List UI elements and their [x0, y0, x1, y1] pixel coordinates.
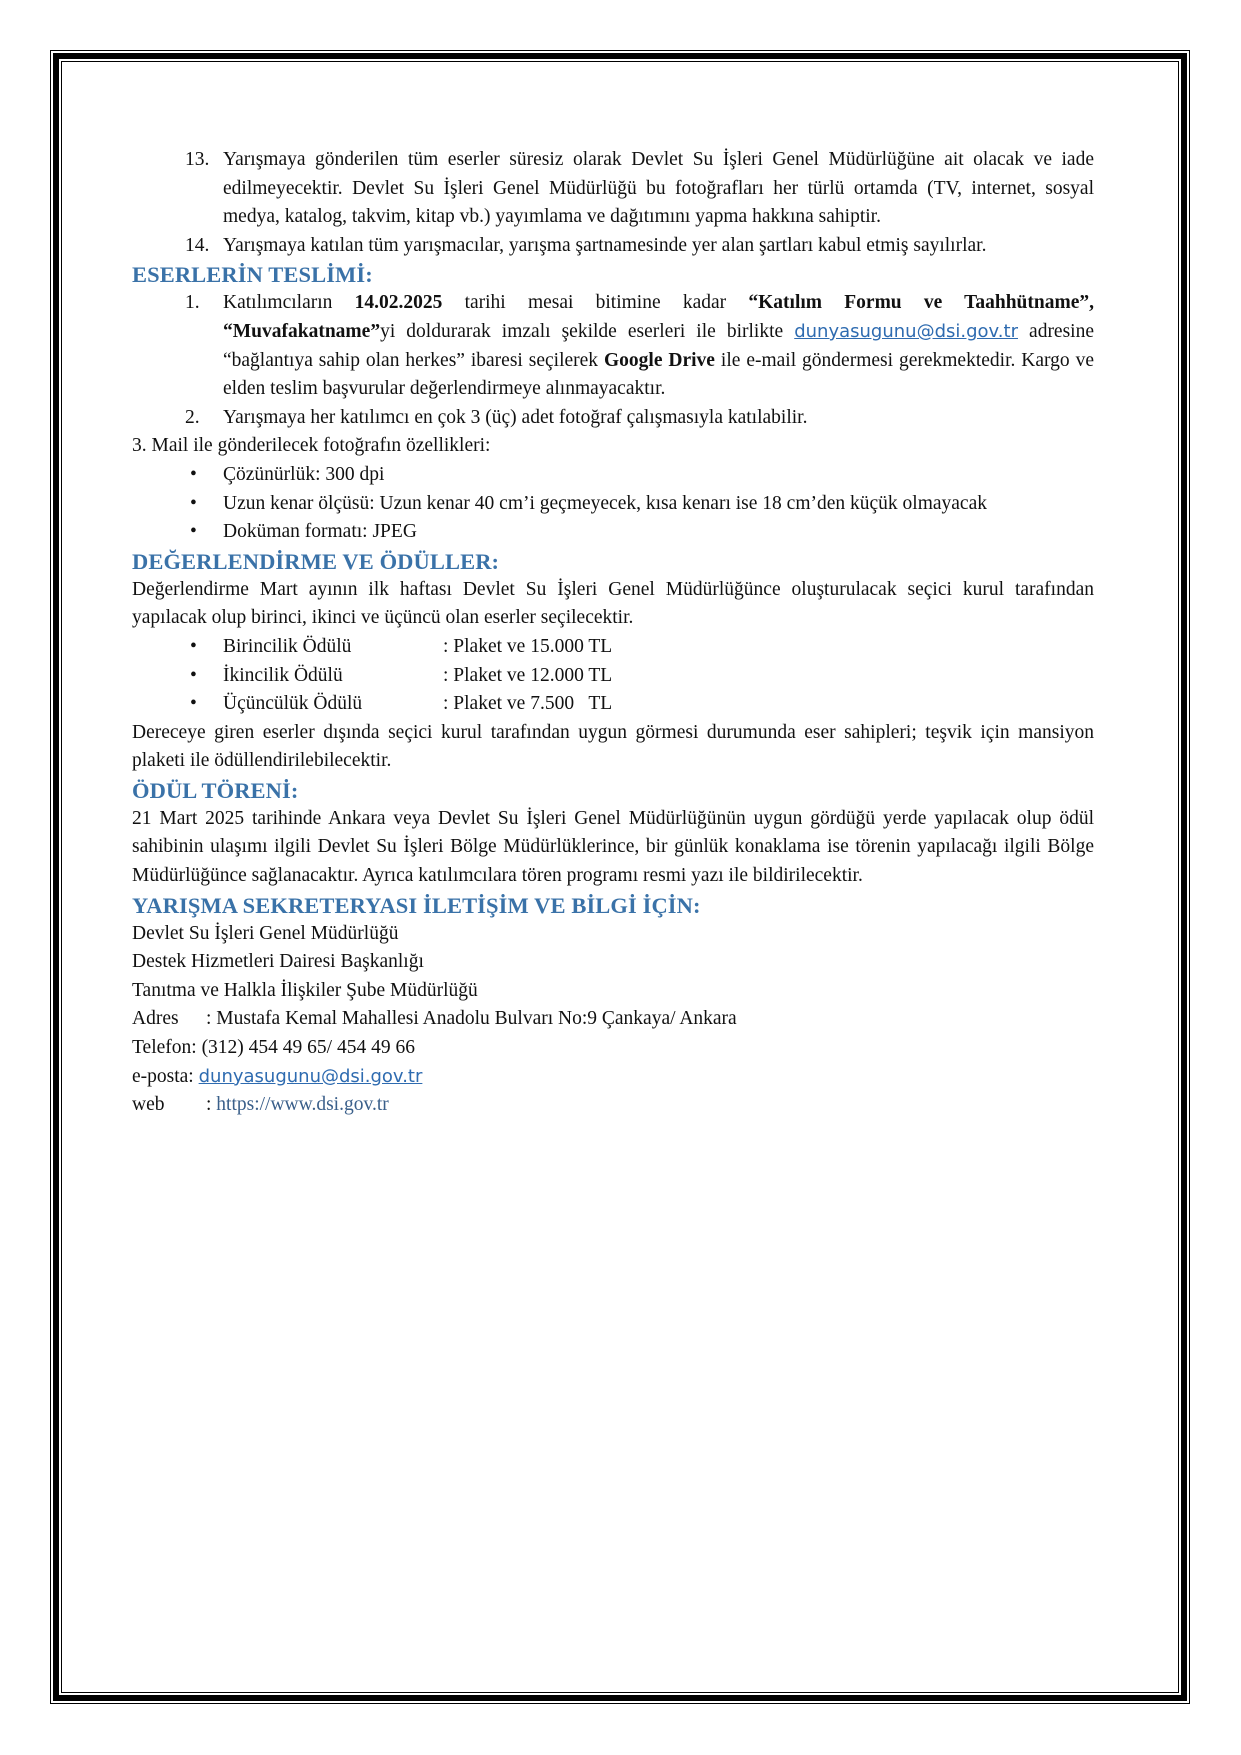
bullet-icon: • [190, 693, 197, 715]
teslim-item-1 [148, 289, 1094, 403]
toren-text: 21 Mart 2025 tarihinde Ankara veya Devlet Su İşleri Genel Müdürlüğünün uygun gördüğü yerde yapılacak olup ödül sahibinin ulaşımı ilgili Devlet Su İşleri Bölge Müdürlüklerince, bir günlük konaklama ise törenin yapılacağı ilgili Bölge Müdürlüğünce sağlanacaktır. Ayrıca katılımcılara tören programı resmi yazı ile bildirilecektir. [132, 807, 1094, 887]
degerlendirme-note: Dereceye giren eserler dışında seçici kurul tarafından uygun görmesi durumunda eser sahipleri; teşvik için mansiyon plaketi ile ödüllendirilebilecektir. [132, 721, 1094, 772]
form-names: “Katılım Formu ve Taahhütname”, “Muvafakatname” [223, 292, 1095, 342]
contact-block [132, 920, 1094, 1120]
contact-line: Devlet Su İşleri Genel Müdürlüğü [132, 922, 399, 944]
item-text: Yarışmaya her katılımcı en çok 3 (üç) adet fotoğraf çalışmasıyla katılabilir. [223, 406, 808, 428]
item-number: 14. [185, 234, 210, 256]
section-heading-degerlendirme: DEĞERLENDİRME VE ÖDÜLLER: [132, 548, 500, 574]
spec-text: Çözünürlük: 300 dpi [223, 463, 385, 485]
prize-name: Birincilik Ödülü [223, 635, 352, 657]
section-heading-toren: ÖDÜL TÖRENİ: [132, 777, 299, 803]
address-label: Adres [132, 1008, 179, 1030]
email-line [132, 1063, 1094, 1092]
text-run: adresine “bağlantıya sahip olan herkes” ibaresi seçilerek [223, 320, 1094, 371]
spec-item [148, 518, 1094, 547]
prize-value: : Plaket ve 15.000 TL [443, 635, 613, 657]
list-item-14 [148, 232, 1094, 261]
spec-item [148, 490, 1094, 519]
teslim-item-3-title: 3. Mail ile gönderilecek fotoğrafın özellikleri: [132, 435, 491, 457]
email-label: e-posta: [132, 1065, 199, 1087]
list-item-13 [148, 146, 1094, 232]
item-number: 1. [185, 292, 200, 314]
section-heading-iletisim: YARIŞMA SEKRETERYASI İLETİŞİM VE BİLGİ İÇİN: [132, 892, 701, 918]
address-line [132, 1005, 1094, 1034]
item-number: 2. [185, 406, 200, 428]
phone-line: Telefon: (312) 454 49 65/ 454 49 66 [132, 1037, 415, 1059]
prize-name: Üçüncülük Ödülü [223, 693, 363, 715]
email-link[interactable]: dunyasugunu@dsi.gov.tr [794, 320, 1018, 342]
prize-item [148, 633, 1094, 662]
contact-line: Destek Hizmetleri Dairesi Başkanlığı [132, 951, 424, 973]
prize-value: : Plaket ve 7.500 TL [443, 693, 613, 715]
section-heading-teslim: ESERLERİN TESLİMİ: [132, 262, 373, 288]
item-number: 13. [185, 149, 210, 170]
spec-text: Uzun kenar ölçüsü: Uzun kenar 40 cm’i geçmeyecek, kısa kenarı ise 18 cm’den küçük olmayacak [223, 492, 987, 514]
web-line [132, 1091, 1094, 1120]
bullet-icon: • [190, 492, 197, 514]
text-run: Katılımcıların [223, 292, 355, 314]
address-value: : Mustafa Kemal Mahallesi Anadolu Bulvarı No:9 Çankaya/ Ankara [206, 1008, 737, 1030]
item-text: Yarışmaya katılan tüm yarışmacılar, yarışma şartnamesinde yer alan şartları kabul etmiş sayılırlar. [223, 234, 987, 256]
contact-line: Tanıtma ve Halkla İlişkiler Şube Müdürlüğü [132, 979, 478, 1001]
contact-email-link[interactable]: dunyasugunu@dsi.gov.tr [198, 1065, 423, 1087]
text-run: ile e-mail göndermesi gerekmektedir. Kargo ve elden teslim başvurular değerlendirmeye alınmayacaktır. [223, 349, 1094, 400]
web-label: web [132, 1094, 165, 1116]
bullet-icon: • [190, 521, 197, 543]
teslim-item-2 [148, 404, 1094, 433]
spec-item [148, 461, 1094, 490]
item-text: Yarışmaya gönderilen tüm eserler süresiz olarak Devlet Su İşleri Genel Müdürlüğüne ait olacak ve iade edilmeyecektir. Devlet Su İşleri Genel Müdürlüğü bu fotoğrafları her türlü ortamda (TV, internet, sosyal medya, katalog, takvim, kitap vb.) yayımlama ve dağıtımını yapma hakkına sahiptir. [223, 149, 1094, 228]
bullet-icon: • [190, 635, 197, 657]
text-run: yi doldurarak imzalı şekilde eserleri ile birlikte [380, 320, 795, 342]
prize-name: İkincilik Ödülü [223, 664, 343, 686]
google-drive-text: Google Drive [603, 349, 715, 371]
website-link[interactable]: https://www.dsi.gov.tr [216, 1094, 389, 1116]
prize-value: : Plaket ve 12.000 TL [443, 664, 613, 686]
prize-item [148, 662, 1094, 691]
bullet-icon: • [190, 664, 197, 686]
bullet-icon: • [190, 463, 197, 485]
document-page [132, 146, 1095, 1120]
spec-text: Doküman formatı: JPEG [223, 521, 417, 543]
text-run: tarihi mesai bitimine kadar [442, 292, 749, 314]
prize-item [148, 690, 1094, 719]
degerlendirme-intro: Değerlendirme Mart ayının ilk haftası Devlet Su İşleri Genel Müdürlüğünce oluşturulacak seçici kurul tarafından yapılacak olup birinci, ikinci ve üçüncü olan eserler seçilecektir. [132, 578, 1094, 629]
deadline-date: 14.02.2025 [354, 292, 443, 314]
web-sep: : [206, 1094, 217, 1116]
